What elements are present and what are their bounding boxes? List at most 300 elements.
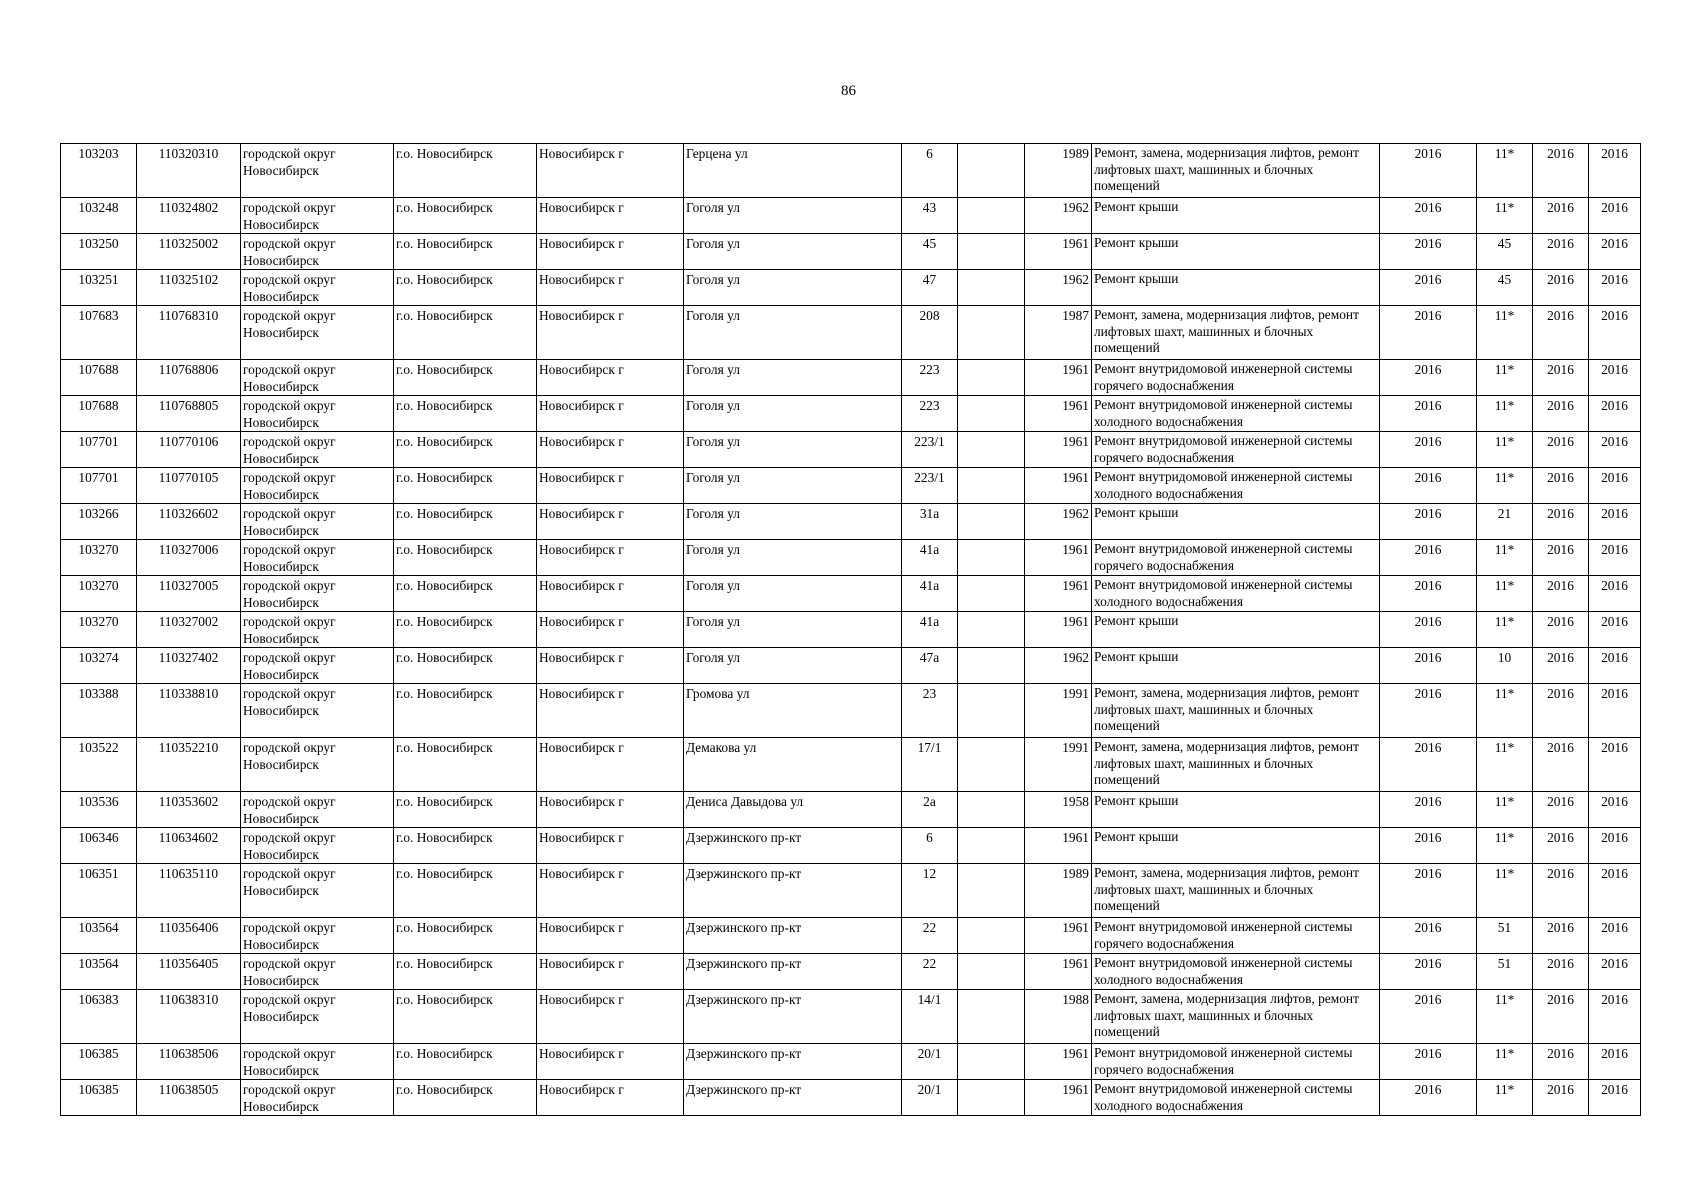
record-id-cell: 107683 [61,306,137,360]
district-cell: г.о. Новосибирск [394,198,537,234]
reason-code-cell: 51 [1477,918,1533,954]
plan-year-cell: 2016 [1380,954,1477,990]
house-number-cell: 6 [902,828,958,864]
table-row [61,306,1641,360]
house-number-cell: 14/1 [902,990,958,1044]
house-number-cell: 31а [902,504,958,540]
street-cell: Дзержинского пр-кт [684,1080,902,1116]
start-year-cell: 2016 [1533,684,1589,738]
reason-code-cell: 11* [1477,990,1533,1044]
building-cell [958,828,1025,864]
municipality-cell: городской округ Новосибирск [241,270,394,306]
building-cell [958,234,1025,270]
end-year-cell: 2016 [1589,234,1641,270]
building-cell [958,1080,1025,1116]
house-number-cell: 23 [902,684,958,738]
building-cell [958,576,1025,612]
municipality-cell: городской округ Новосибирск [241,828,394,864]
building-cell [958,504,1025,540]
reason-code-cell: 11* [1477,1044,1533,1080]
table-row [61,990,1641,1044]
record-id-cell: 107688 [61,396,137,432]
building-cell [958,918,1025,954]
district-cell: г.о. Новосибирск [394,396,537,432]
building-cell [958,306,1025,360]
building-cell [958,396,1025,432]
start-year-cell: 2016 [1533,864,1589,918]
street-cell: Дзержинского пр-кт [684,1044,902,1080]
reason-code-cell: 11* [1477,432,1533,468]
settlement-cell: Новосибирск г [537,270,684,306]
start-year-cell: 2016 [1533,360,1589,396]
reason-code-cell: 11* [1477,1080,1533,1116]
register-table [60,143,1641,1116]
district-cell: г.о. Новосибирск [394,684,537,738]
start-year-cell: 2016 [1533,990,1589,1044]
table-row [61,432,1641,468]
table-row [61,918,1641,954]
reason-code-cell: 11* [1477,684,1533,738]
plan-year-cell: 2016 [1380,270,1477,306]
build-year-cell: 1961 [1025,954,1092,990]
building-cell [958,612,1025,648]
municipality-cell: городской округ Новосибирск [241,648,394,684]
code-cell: 110327006 [137,540,241,576]
table-row [61,234,1641,270]
plan-year-cell: 2016 [1380,576,1477,612]
work-type-cell: Ремонт внутридомовой инженерной системы горячего водоснабжения [1092,1044,1380,1080]
municipality-cell: городской округ Новосибирск [241,306,394,360]
end-year-cell: 2016 [1589,504,1641,540]
table-row [61,738,1641,792]
build-year-cell: 1991 [1025,738,1092,792]
reason-code-cell: 11* [1477,792,1533,828]
reason-code-cell: 51 [1477,954,1533,990]
settlement-cell: Новосибирск г [537,198,684,234]
house-number-cell: 47а [902,648,958,684]
municipality-cell: городской округ Новосибирск [241,540,394,576]
municipality-cell: городской округ Новосибирск [241,918,394,954]
end-year-cell: 2016 [1589,738,1641,792]
street-cell: Гоголя ул [684,198,902,234]
build-year-cell: 1961 [1025,468,1092,504]
start-year-cell: 2016 [1533,396,1589,432]
building-cell [958,144,1025,198]
end-year-cell: 2016 [1589,792,1641,828]
build-year-cell: 1989 [1025,144,1092,198]
municipality-cell: городской округ Новосибирск [241,990,394,1044]
record-id-cell: 103564 [61,918,137,954]
work-type-cell: Ремонт, замена, модернизация лифтов, ремонт лифтовых шахт, машинных и блочных помещений [1092,684,1380,738]
street-cell: Дениса Давыдова ул [684,792,902,828]
build-year-cell: 1961 [1025,612,1092,648]
table-row [61,954,1641,990]
building-cell [958,954,1025,990]
end-year-cell: 2016 [1589,198,1641,234]
end-year-cell: 2016 [1589,360,1641,396]
district-cell: г.о. Новосибирск [394,576,537,612]
district-cell: г.о. Новосибирск [394,360,537,396]
code-cell: 110324802 [137,198,241,234]
code-cell: 110327402 [137,648,241,684]
record-id-cell: 103522 [61,738,137,792]
code-cell: 110768805 [137,396,241,432]
work-type-cell: Ремонт крыши [1092,198,1380,234]
work-type-cell: Ремонт внутридомовой инженерной системы горячего водоснабжения [1092,918,1380,954]
reason-code-cell: 11* [1477,306,1533,360]
municipality-cell: городской округ Новосибирск [241,738,394,792]
street-cell: Гоголя ул [684,432,902,468]
municipality-cell: городской округ Новосибирск [241,864,394,918]
record-id-cell: 106346 [61,828,137,864]
district-cell: г.о. Новосибирск [394,1080,537,1116]
work-type-cell: Ремонт внутридомовой инженерной системы горячего водоснабжения [1092,360,1380,396]
reason-code-cell: 45 [1477,234,1533,270]
house-number-cell: 41а [902,540,958,576]
reason-code-cell: 11* [1477,360,1533,396]
record-id-cell: 103564 [61,954,137,990]
settlement-cell: Новосибирск г [537,918,684,954]
work-type-cell: Ремонт внутридомовой инженерной системы холодного водоснабжения [1092,468,1380,504]
code-cell: 110356406 [137,918,241,954]
building-cell [958,1044,1025,1080]
work-type-cell: Ремонт крыши [1092,504,1380,540]
settlement-cell: Новосибирск г [537,1044,684,1080]
record-id-cell: 106385 [61,1080,137,1116]
record-id-cell: 103266 [61,504,137,540]
table-row [61,648,1641,684]
house-number-cell: 223/1 [902,432,958,468]
building-cell [958,684,1025,738]
end-year-cell: 2016 [1589,468,1641,504]
reason-code-cell: 11* [1477,864,1533,918]
start-year-cell: 2016 [1533,612,1589,648]
reason-code-cell: 10 [1477,648,1533,684]
settlement-cell: Новосибирск г [537,1080,684,1116]
reason-code-cell: 11* [1477,468,1533,504]
district-cell: г.о. Новосибирск [394,612,537,648]
build-year-cell: 1961 [1025,234,1092,270]
municipality-cell: городской округ Новосибирск [241,234,394,270]
reason-code-cell: 11* [1477,540,1533,576]
district-cell: г.о. Новосибирск [394,432,537,468]
build-year-cell: 1961 [1025,576,1092,612]
plan-year-cell: 2016 [1380,360,1477,396]
end-year-cell: 2016 [1589,576,1641,612]
district-cell: г.о. Новосибирск [394,918,537,954]
reason-code-cell: 11* [1477,612,1533,648]
street-cell: Гоголя ул [684,540,902,576]
build-year-cell: 1962 [1025,504,1092,540]
district-cell: г.о. Новосибирск [394,864,537,918]
record-id-cell: 103251 [61,270,137,306]
house-number-cell: 22 [902,918,958,954]
municipality-cell: городской округ Новосибирск [241,198,394,234]
work-type-cell: Ремонт, замена, модернизация лифтов, ремонт лифтовых шахт, машинных и блочных помещений [1092,864,1380,918]
code-cell: 110638505 [137,1080,241,1116]
end-year-cell: 2016 [1589,864,1641,918]
build-year-cell: 1991 [1025,684,1092,738]
table-row [61,1080,1641,1116]
house-number-cell: 45 [902,234,958,270]
reason-code-cell: 11* [1477,738,1533,792]
house-number-cell: 20/1 [902,1044,958,1080]
plan-year-cell: 2016 [1380,792,1477,828]
municipality-cell: городской округ Новосибирск [241,1080,394,1116]
district-cell: г.о. Новосибирск [394,1044,537,1080]
building-cell [958,864,1025,918]
code-cell: 110326602 [137,504,241,540]
district-cell: г.о. Новосибирск [394,540,537,576]
settlement-cell: Новосибирск г [537,540,684,576]
build-year-cell: 1961 [1025,432,1092,468]
work-type-cell: Ремонт крыши [1092,828,1380,864]
start-year-cell: 2016 [1533,144,1589,198]
municipality-cell: городской округ Новосибирск [241,1044,394,1080]
end-year-cell: 2016 [1589,144,1641,198]
start-year-cell: 2016 [1533,918,1589,954]
work-type-cell: Ремонт внутридомовой инженерной системы холодного водоснабжения [1092,954,1380,990]
municipality-cell: городской округ Новосибирск [241,360,394,396]
code-cell: 110638310 [137,990,241,1044]
end-year-cell: 2016 [1589,1044,1641,1080]
table-row [61,864,1641,918]
table-body [61,144,1641,1116]
street-cell: Дзержинского пр-кт [684,918,902,954]
work-type-cell: Ремонт крыши [1092,234,1380,270]
plan-year-cell: 2016 [1380,738,1477,792]
table-row [61,360,1641,396]
code-cell: 110768310 [137,306,241,360]
district-cell: г.о. Новосибирск [394,738,537,792]
table-row [61,144,1641,198]
plan-year-cell: 2016 [1380,612,1477,648]
plan-year-cell: 2016 [1380,684,1477,738]
build-year-cell: 1987 [1025,306,1092,360]
district-cell: г.о. Новосибирск [394,306,537,360]
settlement-cell: Новосибирск г [537,234,684,270]
building-cell [958,540,1025,576]
end-year-cell: 2016 [1589,648,1641,684]
plan-year-cell: 2016 [1380,1044,1477,1080]
district-cell: г.о. Новосибирск [394,990,537,1044]
building-cell [958,738,1025,792]
district-cell: г.о. Новосибирск [394,792,537,828]
house-number-cell: 41а [902,576,958,612]
street-cell: Дзержинского пр-кт [684,990,902,1044]
start-year-cell: 2016 [1533,738,1589,792]
work-type-cell: Ремонт, замена, модернизация лифтов, ремонт лифтовых шахт, машинных и блочных помещений [1092,738,1380,792]
plan-year-cell: 2016 [1380,828,1477,864]
house-number-cell: 6 [902,144,958,198]
code-cell: 110338810 [137,684,241,738]
build-year-cell: 1961 [1025,360,1092,396]
table-row [61,612,1641,648]
start-year-cell: 2016 [1533,576,1589,612]
record-id-cell: 103250 [61,234,137,270]
build-year-cell: 1961 [1025,540,1092,576]
settlement-cell: Новосибирск г [537,990,684,1044]
building-cell [958,432,1025,468]
house-number-cell: 43 [902,198,958,234]
settlement-cell: Новосибирск г [537,576,684,612]
building-cell [958,270,1025,306]
plan-year-cell: 2016 [1380,468,1477,504]
record-id-cell: 103270 [61,576,137,612]
build-year-cell: 1958 [1025,792,1092,828]
code-cell: 110635110 [137,864,241,918]
build-year-cell: 1961 [1025,1044,1092,1080]
settlement-cell: Новосибирск г [537,828,684,864]
code-cell: 110353602 [137,792,241,828]
build-year-cell: 1962 [1025,198,1092,234]
settlement-cell: Новосибирск г [537,864,684,918]
plan-year-cell: 2016 [1380,198,1477,234]
start-year-cell: 2016 [1533,792,1589,828]
plan-year-cell: 2016 [1380,504,1477,540]
settlement-cell: Новосибирск г [537,504,684,540]
code-cell: 110770105 [137,468,241,504]
code-cell: 110770106 [137,432,241,468]
table-row [61,396,1641,432]
build-year-cell: 1962 [1025,270,1092,306]
record-id-cell: 103388 [61,684,137,738]
record-id-cell: 103536 [61,792,137,828]
settlement-cell: Новосибирск г [537,954,684,990]
district-cell: г.о. Новосибирск [394,504,537,540]
house-number-cell: 2а [902,792,958,828]
municipality-cell: городской округ Новосибирск [241,576,394,612]
house-number-cell: 20/1 [902,1080,958,1116]
street-cell: Гоголя ул [684,576,902,612]
table-row [61,270,1641,306]
settlement-cell: Новосибирск г [537,468,684,504]
settlement-cell: Новосибирск г [537,396,684,432]
plan-year-cell: 2016 [1380,864,1477,918]
municipality-cell: городской округ Новосибирск [241,396,394,432]
building-cell [958,360,1025,396]
municipality-cell: городской округ Новосибирск [241,612,394,648]
settlement-cell: Новосибирск г [537,738,684,792]
record-id-cell: 107701 [61,432,137,468]
start-year-cell: 2016 [1533,828,1589,864]
street-cell: Дзержинского пр-кт [684,954,902,990]
record-id-cell: 107688 [61,360,137,396]
record-id-cell: 103270 [61,540,137,576]
end-year-cell: 2016 [1589,1080,1641,1116]
plan-year-cell: 2016 [1380,540,1477,576]
plan-year-cell: 2016 [1380,432,1477,468]
street-cell: Гоголя ул [684,612,902,648]
code-cell: 110327005 [137,576,241,612]
street-cell: Гоголя ул [684,396,902,432]
code-cell: 110352210 [137,738,241,792]
end-year-cell: 2016 [1589,828,1641,864]
street-cell: Гоголя ул [684,504,902,540]
work-type-cell: Ремонт крыши [1092,612,1380,648]
street-cell: Громова ул [684,684,902,738]
house-number-cell: 22 [902,954,958,990]
district-cell: г.о. Новосибирск [394,144,537,198]
settlement-cell: Новосибирск г [537,360,684,396]
end-year-cell: 2016 [1589,270,1641,306]
work-type-cell: Ремонт, замена, модернизация лифтов, ремонт лифтовых шахт, машинных и блочных помещений [1092,990,1380,1044]
code-cell: 110356405 [137,954,241,990]
work-type-cell: Ремонт крыши [1092,270,1380,306]
record-id-cell: 103203 [61,144,137,198]
street-cell: Дзержинского пр-кт [684,828,902,864]
work-type-cell: Ремонт, замена, модернизация лифтов, ремонт лифтовых шахт, машинных и блочных помещений [1092,144,1380,198]
street-cell: Гоголя ул [684,648,902,684]
plan-year-cell: 2016 [1380,396,1477,432]
reason-code-cell: 45 [1477,270,1533,306]
start-year-cell: 2016 [1533,234,1589,270]
reason-code-cell: 11* [1477,576,1533,612]
house-number-cell: 47 [902,270,958,306]
house-number-cell: 41а [902,612,958,648]
build-year-cell: 1961 [1025,1080,1092,1116]
record-id-cell: 106383 [61,990,137,1044]
table-row [61,576,1641,612]
build-year-cell: 1961 [1025,396,1092,432]
end-year-cell: 2016 [1589,396,1641,432]
plan-year-cell: 2016 [1380,144,1477,198]
code-cell: 110638506 [137,1044,241,1080]
street-cell: Герцена ул [684,144,902,198]
end-year-cell: 2016 [1589,684,1641,738]
reason-code-cell: 11* [1477,828,1533,864]
municipality-cell: городской округ Новосибирск [241,144,394,198]
plan-year-cell: 2016 [1380,918,1477,954]
district-cell: г.о. Новосибирск [394,954,537,990]
municipality-cell: городской округ Новосибирск [241,504,394,540]
reason-code-cell: 11* [1477,144,1533,198]
code-cell: 110325002 [137,234,241,270]
build-year-cell: 1961 [1025,828,1092,864]
record-id-cell: 106385 [61,1044,137,1080]
code-cell: 110768806 [137,360,241,396]
record-id-cell: 103270 [61,612,137,648]
record-id-cell: 106351 [61,864,137,918]
end-year-cell: 2016 [1589,612,1641,648]
district-cell: г.о. Новосибирск [394,648,537,684]
street-cell: Гоголя ул [684,234,902,270]
plan-year-cell: 2016 [1380,648,1477,684]
start-year-cell: 2016 [1533,468,1589,504]
work-type-cell: Ремонт внутридомовой инженерной системы холодного водоснабжения [1092,1080,1380,1116]
house-number-cell: 17/1 [902,738,958,792]
end-year-cell: 2016 [1589,918,1641,954]
work-type-cell: Ремонт внутридомовой инженерной системы горячего водоснабжения [1092,540,1380,576]
table-row [61,684,1641,738]
table-row [61,540,1641,576]
street-cell: Гоголя ул [684,360,902,396]
settlement-cell: Новосибирск г [537,684,684,738]
reason-code-cell: 11* [1477,396,1533,432]
start-year-cell: 2016 [1533,1080,1589,1116]
street-cell: Гоголя ул [684,270,902,306]
building-cell [958,198,1025,234]
reason-code-cell: 21 [1477,504,1533,540]
build-year-cell: 1989 [1025,864,1092,918]
start-year-cell: 2016 [1533,1044,1589,1080]
work-type-cell: Ремонт крыши [1092,792,1380,828]
work-type-cell: Ремонт, замена, модернизация лифтов, ремонт лифтовых шахт, машинных и блочных помещений [1092,306,1380,360]
settlement-cell: Новосибирск г [537,648,684,684]
end-year-cell: 2016 [1589,954,1641,990]
table-row [61,468,1641,504]
house-number-cell: 208 [902,306,958,360]
